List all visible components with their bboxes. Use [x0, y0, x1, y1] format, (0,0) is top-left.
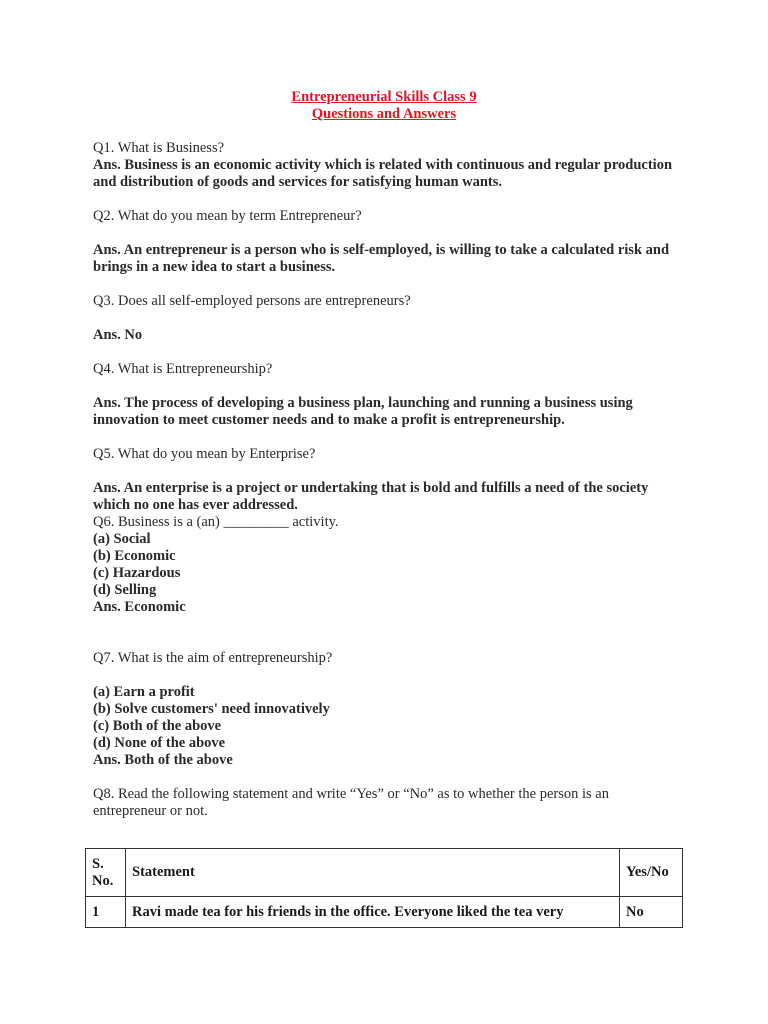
header-sno: S. No. — [86, 849, 126, 897]
q2-answer: Ans. An entrepreneur is a person who is self-employed, is willing to take a calculated risk and brings in a new idea to start a business. — [93, 242, 670, 275]
document-title — [0, 89, 768, 123]
q2-question: Q2. What do you mean by term Entrepreneur? — [93, 208, 362, 224]
q7-option-b: (b) Solve customers' need innovatively — [93, 701, 330, 717]
q7-option-d: (d) None of the above — [93, 735, 226, 751]
q7-question: Q7. What is the aim of entrepreneurship? — [93, 650, 333, 666]
row-sno: 1 — [86, 897, 126, 928]
q6-option-d: (d) Selling — [93, 582, 157, 598]
header-statement: Statement — [126, 849, 620, 897]
q5-answer: Ans. An enterprise is a project or undertaking that is bold and fulfills a need of the society which no one has ever addressed. — [93, 480, 649, 513]
table-row — [86, 897, 683, 928]
q7-answer: Ans. Both of the above — [93, 752, 233, 768]
row-statement: Ravi made tea for his friends in the office. Everyone liked the tea very — [126, 897, 620, 928]
q4-answer: Ans. The process of developing a business plan, launching and running a business using innovation to meet customer needs and to make a profit is entrepreneurship. — [93, 395, 633, 428]
q6-option-b: (b) Economic — [93, 548, 176, 564]
statement-table — [85, 848, 683, 928]
q1-question: Q1. What is Business? — [93, 140, 225, 156]
q6-option-a: (a) Social — [93, 531, 151, 547]
qa-content — [93, 140, 683, 820]
q7-option-c: (c) Both of the above — [93, 718, 222, 734]
q8-question: Q8. Read the following statement and write “Yes” or “No” as to whether the person is an entrepreneur or not. — [93, 786, 609, 819]
q5-question: Q5. What do you mean by Enterprise? — [93, 446, 316, 462]
q3-question: Q3. Does all self-employed persons are entrepreneurs? — [93, 293, 411, 309]
title-line-1: Entrepreneurial Skills Class 9 — [291, 89, 477, 105]
q6-answer: Ans. Economic — [93, 599, 186, 615]
q6-question: Q6. Business is a (an) _________ activity. — [93, 514, 339, 530]
header-yes-no: Yes/No — [620, 849, 683, 897]
row-answer: No — [620, 897, 683, 928]
table-header-row — [86, 849, 683, 897]
q7-option-a: (a) Earn a profit — [93, 684, 195, 700]
q1-answer: Ans. Business is an economic activity which is related with continuous and regular production and distribution of goods and services for satisfying human wants. — [93, 157, 673, 190]
q3-answer: Ans. No — [93, 327, 143, 343]
q6-option-c: (c) Hazardous — [93, 565, 181, 581]
q4-question: Q4. What is Entrepreneurship? — [93, 361, 273, 377]
title-line-2: Questions and Answers — [311, 106, 457, 122]
